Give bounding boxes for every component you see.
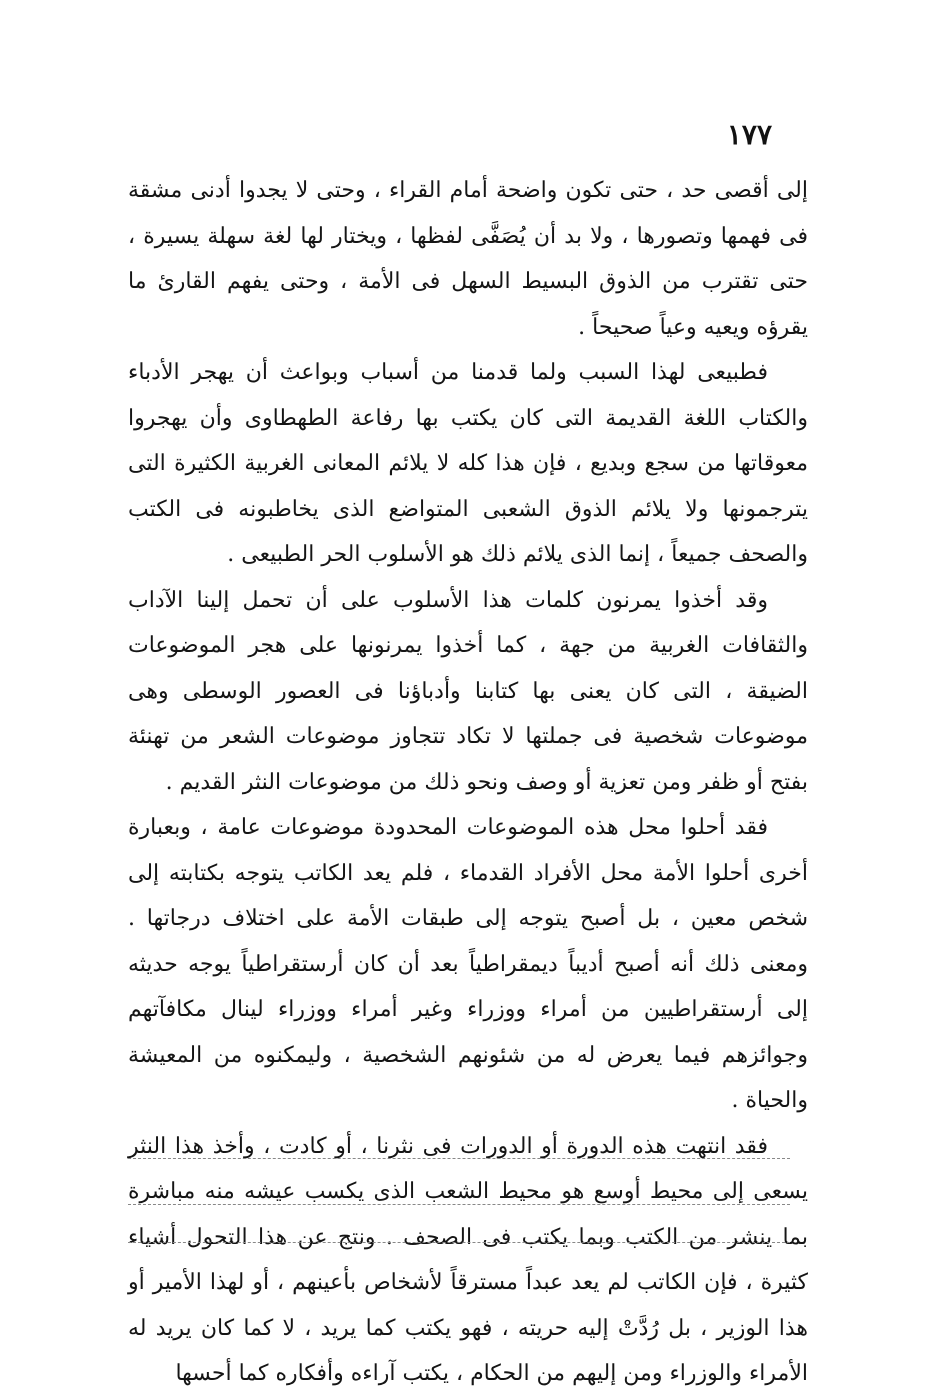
paragraph-4: فقد أحلوا محل هذه الموضوعات المحدودة موضوعات عامة ، وبعبارة أخرى أحلوا الأمة محل الأفراد القدماء ، فلم يعد الكاتب يتوجه بكتابته إلى شخص معين ، بل أصبح يتوجه إلى طبقات الأمة على اختلاف درجاتها . ومعنى ذلك أنه أصبح أديباً ديمقراطياً بعد أن كان أرستقراطياً يوجه حديثه إلى أرستقراطيين من أمراء ووزراء وغير أمراء ووزراء لينال مكافآتهم وجوائزهم فيما يعرض له من شئونهم الشخصية ، وليمكنوه من المعيشة والحياة . [128, 815, 808, 1113]
body-text [128, 168, 808, 1397]
paragraph-1: إلى أقصى حد ، حتى تكون واضحة أمام القراء ، وحتى لا يجدوا أدنى مشقة فى فهمها وتصورها ، ولا بد أن يُصَفَّى لفظها ، ويختار لها لغة سهلة يسيرة ، حتى تقترب من الذوق البسيط السهل فى الأمة ، وحتى يفهم القارئ ما يقرؤه ويعيه وعياً صحيحاً . [128, 178, 808, 340]
pencil-underline-2 [128, 1204, 790, 1205]
paragraph-2: فطبيعى لهذا السبب ولما قدمنا من أسباب وبواعث أن يهجر الأدباء والكتاب اللغة القديمة التى كان يكتب بها رفاعة الطهطاوى وأن يهجروا معوقاتها من سجع وبديع ، فإن هذا كله لا يلائم المعانى الغربية الكثيرة التى يترجمونها ولا يلائم الذوق الشعبى المتواضع الذى يخاطبونه فى الكتب والصحف جميعاً ، إنما الذى يلائم ذلك هو الأسلوب الحر الطبيعى . [128, 360, 808, 567]
page-number: ١٧٧ [726, 118, 772, 151]
paragraph-3: وقد أخذوا يمرنون كلمات هذا الأسلوب على أن تحمل إلينا الآداب والثقافات الغربية من جهة ، كما أخذوا يمرنونها على هجر الموضوعات الضيقة ، التى كان يعنى بها كتابنا وأدباؤنا فى العصور الوسطى وهى موضوعات شخصية فى جملتها لا تكاد تتجاوز موضوعات الشعر من تهنئة بفتح أو ظفر ومن تعزية أو وصف ونحو ذلك من موضوعات النثر القديم . [128, 587, 808, 795]
pencil-underline-3 [128, 1242, 790, 1243]
paragraph-5: فقد انتهت هذه الدورة أو الدورات فى نثرنا ، أو كادت ، وأخذ هذا النثر يسعى إلى محيط أوسع هو محيط الشعب الذى يكسب عيشه منه مباشرة بما ينشر من الكتب وبما يكتب فى الصحف . ونتج عن هذا التحول أشياء كثيرة ، فإن الكاتب لم يعد عبداً مسترقاً لأشخاص بأعينهم ، أو لهذا الأمير أو هذا الوزير ، بل رُدَّتْ إليه حريته ، فهو يكتب كما يريد ، لا كما كان يريد له الأمراء والوزراء ومن إليهم من الحكام ، يكتب آراءه وأفكاره كما أحسها [128, 1133, 808, 1386]
pencil-underline-1 [128, 1158, 790, 1159]
